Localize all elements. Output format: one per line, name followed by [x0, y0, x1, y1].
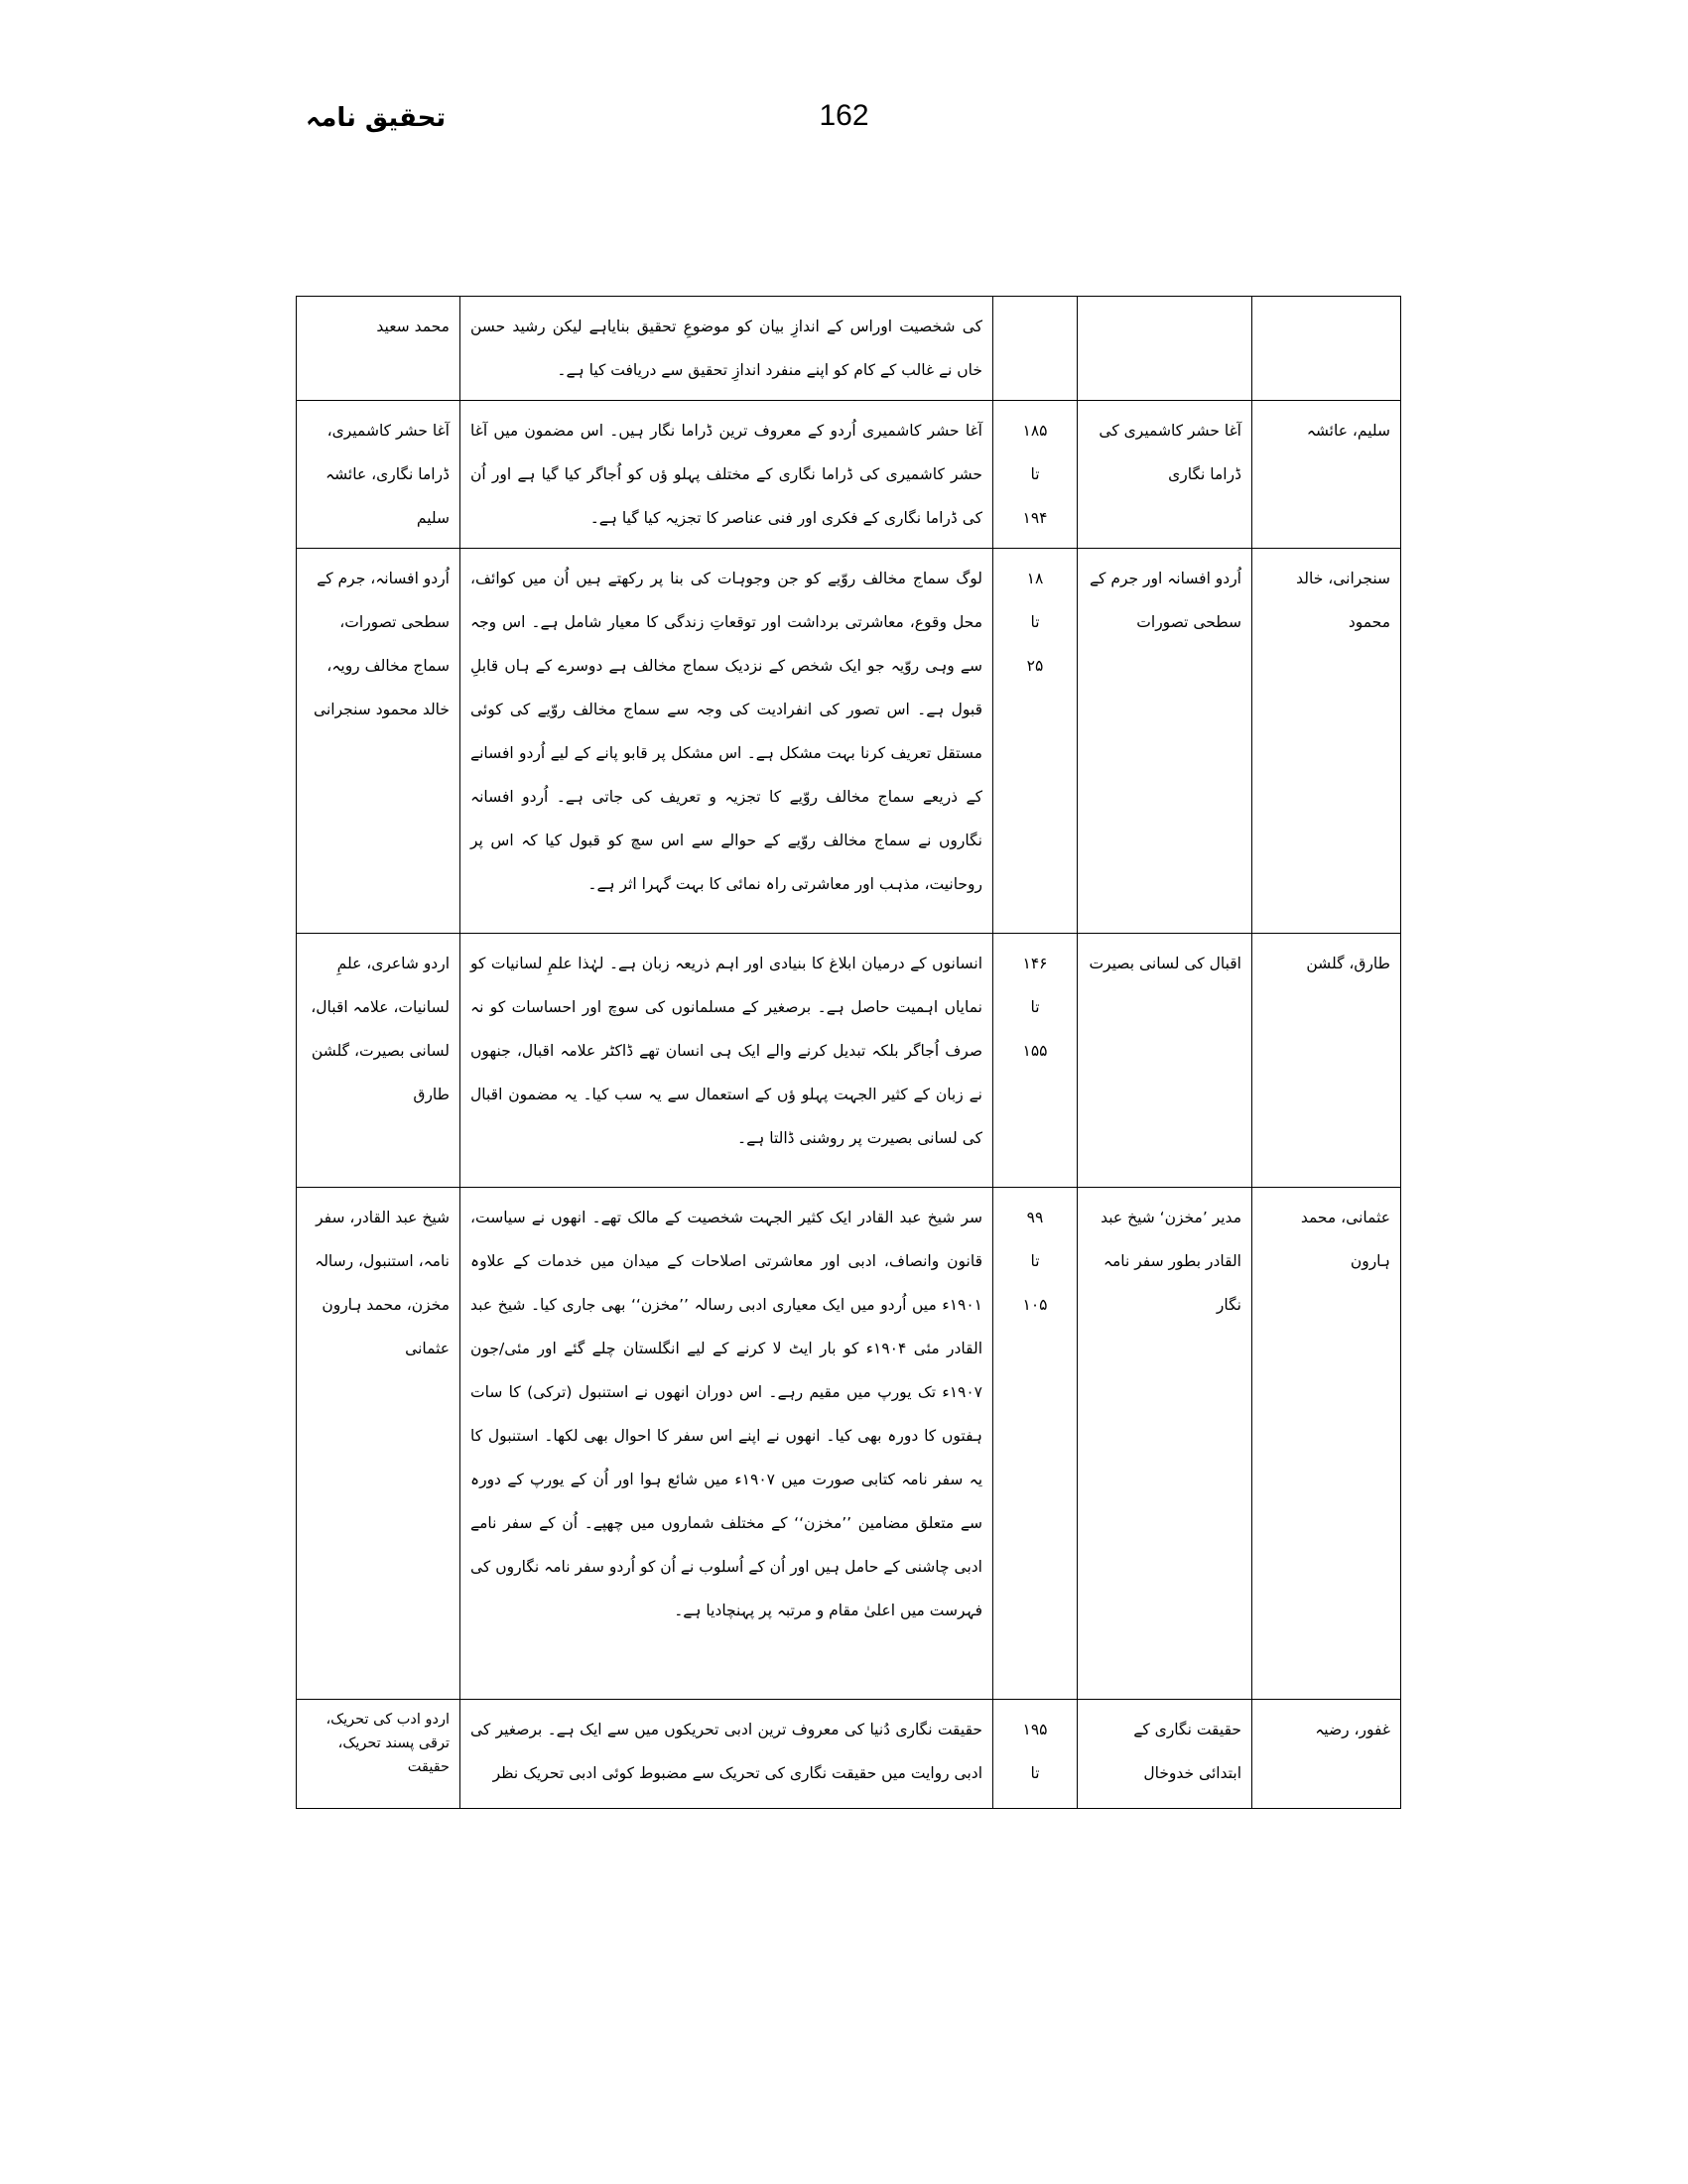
page-range-cell	[993, 549, 1078, 934]
abstract-cell: سر شیخ عبد القادر ایک کثیر الجہت شخصیت کے مالک تھے۔ انھوں نے سیاست، قانون وانصاف، ادبی اور معاشرتی اصلاحات کے میدان میں خدمات کے علاوہ ۱۹۰۱ء میں اُردو میں ایک معیاری ادبی رسالہ ’’مخزن‘‘ بھی جاری کیا۔ شیخ عبد القادر مئی ۱۹۰۴ء کو بار ایٹ لا کرنے کے لیے انگلستان چلے گئے اور مئی/جون ۱۹۰۷ء تک یورپ میں مقیم رہے۔ اس دوران انھوں نے استنبول (ترکی) کا سات ہفتوں کا دورہ بھی کیا۔ انھوں نے اپنے اس سفر کا احوال بھی لکھا۔ استنبول کا یہ سفر نامہ کتابی صورت میں ۱۹۰۷ء میں شائع ہوا اور اُن کے یورپ کے دورہ سے متعلق مضامین ’’مخزن‘‘ کے مختلف شماروں میں چھپے۔ اُن کے سفر نامے ادبی چاشنی کے حامل ہیں اور اُن کے اُسلوب نے اُن کو اُردو سفر نامہ نگاروں کی فہرست میں اعلیٰ مقام و مرتبہ پر پہنچادیا ہے۔	[460, 1188, 993, 1700]
page-range-cell	[993, 1700, 1078, 1809]
table-row	[297, 297, 1401, 401]
page-end: ۱۹۴	[1022, 509, 1048, 527]
author-cell: سنجرانی، خالد محمود	[1252, 549, 1401, 934]
page-range-cell	[993, 297, 1078, 401]
page-range-cell	[993, 1188, 1078, 1700]
page-start: ۹۹	[1026, 1209, 1044, 1226]
table-row	[297, 401, 1401, 549]
page-end: ۱۰۵	[1022, 1296, 1048, 1314]
page-start: ۱۹۵	[1022, 1721, 1048, 1738]
page-range-cell	[993, 934, 1078, 1188]
page-separator: تا	[1030, 465, 1040, 483]
keywords-cell: اُردو افسانہ، جرم کے سطحی تصورات، سماج مخالف رویہ، خالد محمود سنجرانی	[297, 549, 460, 934]
article-title-cell: مدیر ’مخزن‘ شیخ عبد القادر بطور سفر نامہ نگار	[1078, 1188, 1252, 1700]
author-cell: طارق، گلشن	[1252, 934, 1401, 1188]
page-end: ۱۵۵	[1022, 1042, 1048, 1060]
article-title-cell	[1078, 297, 1252, 401]
page-range-cell	[993, 401, 1078, 549]
author-cell: غفور، رضیہ	[1252, 1700, 1401, 1809]
abstract-cell: انسانوں کے درمیان ابلاغ کا بنیادی اور اہم ذریعہ زبان ہے۔ لہٰذا علمِ لسانیات کو نمایاں اہمیت حاصل ہے۔ برصغیر کے مسلمانوں کی سوچ اور احساسات کو نہ صرف اُجاگر بلکہ تبدیل کرنے والے ایک ہی انسان تھے ڈاکٹر علامہ اقبال، جنھوں نے زبان کے کثیر الجہت پہلو ؤں کے استعمال سے یہ سب کیا۔ یہ مضمون اقبال کی لسانی بصیرت پر روشنی ڈالتا ہے۔	[460, 934, 993, 1188]
abstract-cell: لوگ سماج مخالف روّیے کو جن وجوہات کی بنا پر رکھتے ہیں اُن میں کوائف، محل وقوع، معاشرتی برداشت اور توقعاتِ زندگی کا معیار شامل ہے۔ اس وجہ سے وہی روّیہ جو ایک شخص کے نزدیک سماج مخالف ہے دوسرے کے ہاں قابلِ قبول ہے۔ اس تصور کی انفرادیت کی وجہ سے سماج مخالف روّیے کی کوئی مستقل تعریف کرنا بہت مشکل ہے۔ اس مشکل پر قابو پانے کے لیے اُردو افسانے کے ذریعے سماج مخالف روّیے کا تجزیہ و تعریف کی جاتی ہے۔ اُردو افسانہ نگاروں نے سماج مخالف روّیے کے حوالے سے اس سچ کو قبول کیا کہ اس پر روحانیت، مذہب اور معاشرتی راہ نمائی کا بہت گہرا اثر ہے۔	[460, 549, 993, 934]
page-separator: تا	[1030, 1764, 1040, 1782]
article-title-cell: آغا حشر کاشمیری کی ڈراما نگاری	[1078, 401, 1252, 549]
article-title-cell: اُردو افسانہ اور جرم کے سطحی تصورات	[1078, 549, 1252, 934]
page-separator: تا	[1030, 998, 1040, 1016]
page-number: 162	[819, 99, 869, 132]
author-cell: سلیم، عائشہ	[1252, 401, 1401, 549]
keywords-cell: محمد سعید	[297, 297, 460, 401]
author-cell	[1252, 297, 1401, 401]
abstract-cell: آغا حشر کاشمیری اُردو کے معروف ترین ڈراما نگار ہیں۔ اس مضمون میں آغا حشر کاشمیری کی ڈراما نگاری کے مختلف پہلو ؤں کو اُجاگر کیا گیا ہے اور اُن کی ڈراما نگاری کے فکری اور فنی عناصر کا تجزیہ کیا گیا ہے۔	[460, 401, 993, 549]
table-row	[297, 1700, 1401, 1809]
table-row	[297, 1188, 1401, 1700]
keywords-cell: اردو شاعری، علمِ لسانیات، علامہ اقبال، لسانی بصیرت، گلشن طارق	[297, 934, 460, 1188]
page-separator: تا	[1030, 1252, 1040, 1270]
page-start: ۱۴۶	[1022, 955, 1048, 972]
table-row	[297, 549, 1401, 934]
page-separator: تا	[1030, 613, 1040, 631]
article-title-cell: حقیقت نگاری کے ابتدائی خدوخال	[1078, 1700, 1252, 1809]
author-cell: عثمانی، محمد ہارون	[1252, 1188, 1401, 1700]
keywords-cell: شیخ عبد القادر، سفر نامہ، استنبول، رسالہ مخزن، محمد ہارون عثمانی	[297, 1188, 460, 1700]
page-end: ۲۵	[1026, 657, 1044, 675]
keywords-cell: اردو ادب کی تحریک، ترقی پسند تحریک، حقیقت	[297, 1700, 460, 1809]
abstract-cell: کی شخصیت اوراس کے اندازِ بیان کو موضوعِ تحقیق بنایاہے لیکن رشید حسن خاں نے غالب کے کام کو اپنے منفرد اندازِ تحقیق سے دریافت کیا ہے۔	[460, 297, 993, 401]
abstract-cell: حقیقت نگاری دُنیا کی معروف ترین ادبی تحریکوں میں سے ایک ہے۔ برصغیر کی ادبی روایت میں حقیقت نگاری کی تحریک سے مضبوط کوئی ادبی تحریک نظر	[460, 1700, 993, 1809]
table-row	[297, 934, 1401, 1188]
page-start: ۱۸	[1026, 570, 1044, 587]
keywords-cell: آغا حشر کاشمیری، ڈراما نگاری، عائشہ سلیم	[297, 401, 460, 549]
journal-title: تحقیق نامہ	[306, 103, 447, 133]
page-start: ۱۸۵	[1022, 422, 1048, 440]
article-title-cell: اقبال کی لسانی بصیرت	[1078, 934, 1252, 1188]
bibliography-table	[296, 296, 1401, 1809]
